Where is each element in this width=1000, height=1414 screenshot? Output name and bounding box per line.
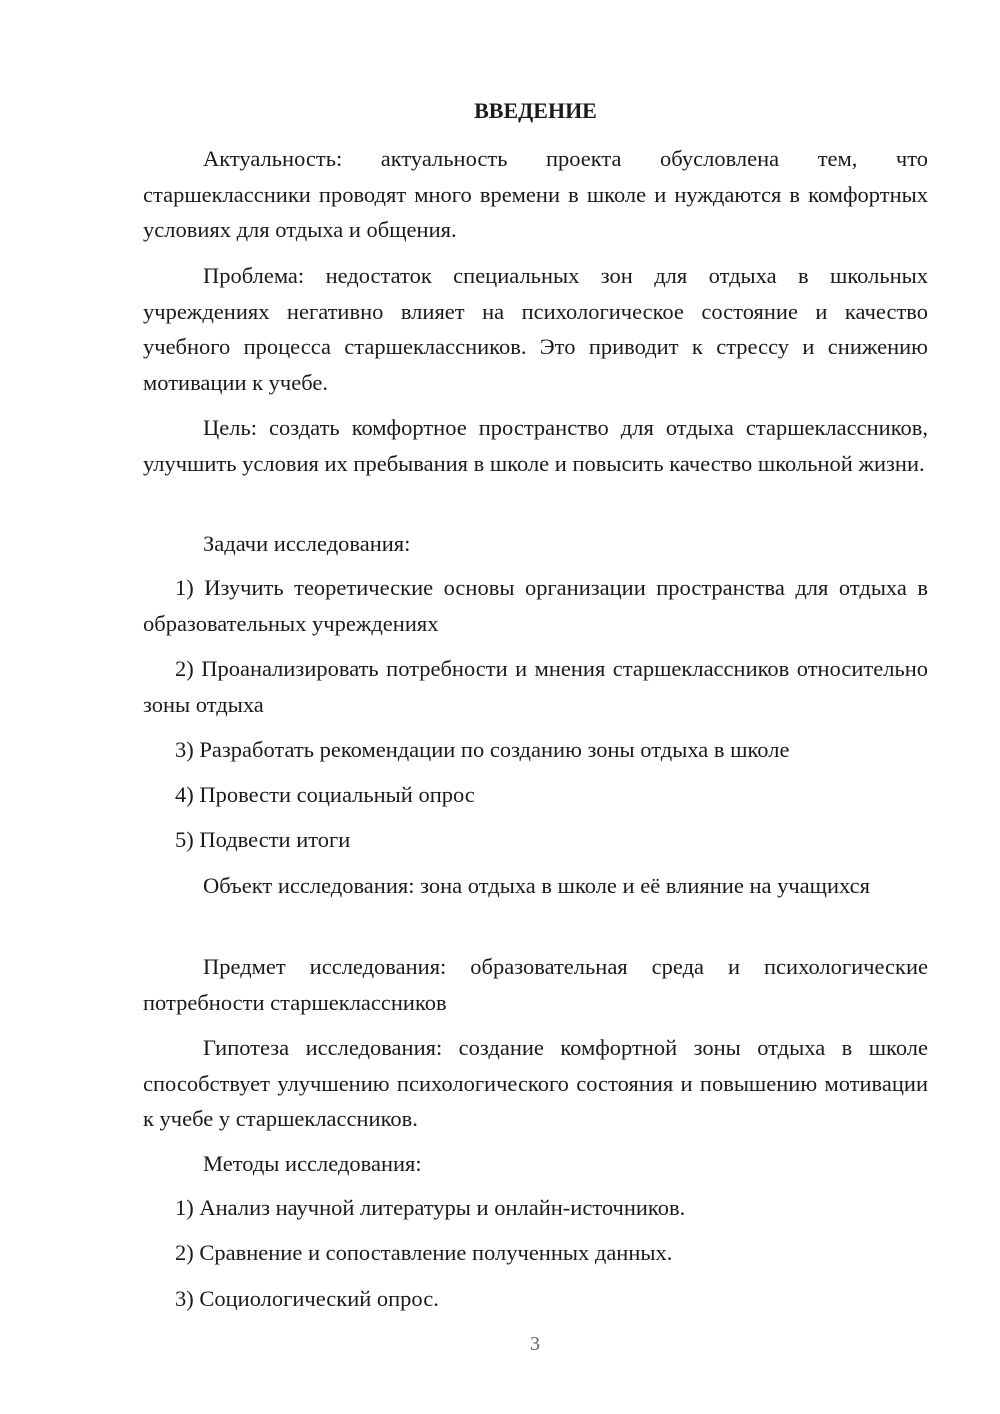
task-item-1: 1) Изучить теоретические основы организации пространства для отдыха в образовательных учреждениях [143, 575, 928, 636]
task-item-5: 5) Подвести итоги [175, 827, 351, 852]
paragraph-object: Объект исследования: зона отдыха в школе и её влияние на учащихся [203, 873, 870, 898]
task-item-2: 2) Проанализировать потребности и мнения старшеклассников относительно зоны отдыха [143, 656, 928, 717]
paragraph-problem: Проблема: недостаток специальных зон для отдыха в школьных учреждениях негативно влияет на психологическое состояние и качество учебного процесса старшеклассников. Это приводит к стрессу и снижению мотивации к учебе. [143, 263, 928, 395]
tasks-heading: Задачи исследования: [203, 531, 411, 556]
task-item-3: 3) Разработать рекомендации по созданию зоны отдыха в школе [175, 737, 790, 762]
paragraph-goal: Цель: создать комфортное пространство для отдыха старшеклассников, улучшить условия их пребывания в школе и повысить качество школьной жизни. [143, 415, 928, 476]
methods-heading: Методы исследования: [203, 1151, 422, 1176]
paragraph-hypothesis: Гипотеза исследования: создание комфортной зоны отдыха в школе способствует улучшению психологического состояния и повышению мотивации к учебе у старшеклассников. [143, 1035, 928, 1131]
method-item-3: 3) Социологический опрос. [175, 1286, 439, 1311]
page-title: ВВЕДЕНИЕ [474, 98, 597, 123]
method-item-2: 2) Сравнение и сопоставление полученных данных. [175, 1240, 673, 1265]
paragraph-subject: Предмет исследования: образовательная среда и психологические потребности старшеклассников [143, 954, 928, 1015]
paragraph-relevance: Актуальность: актуальность проекта обусловлена тем, что старшеклассники проводят много времени в школе и нуждаются в комфортных условиях для отдыха и общения. [143, 146, 928, 242]
method-item-1: 1) Анализ научной литературы и онлайн-источников. [175, 1195, 686, 1220]
page-number: 3 [530, 1333, 540, 1355]
task-item-4: 4) Провести социальный опрос [175, 782, 475, 807]
